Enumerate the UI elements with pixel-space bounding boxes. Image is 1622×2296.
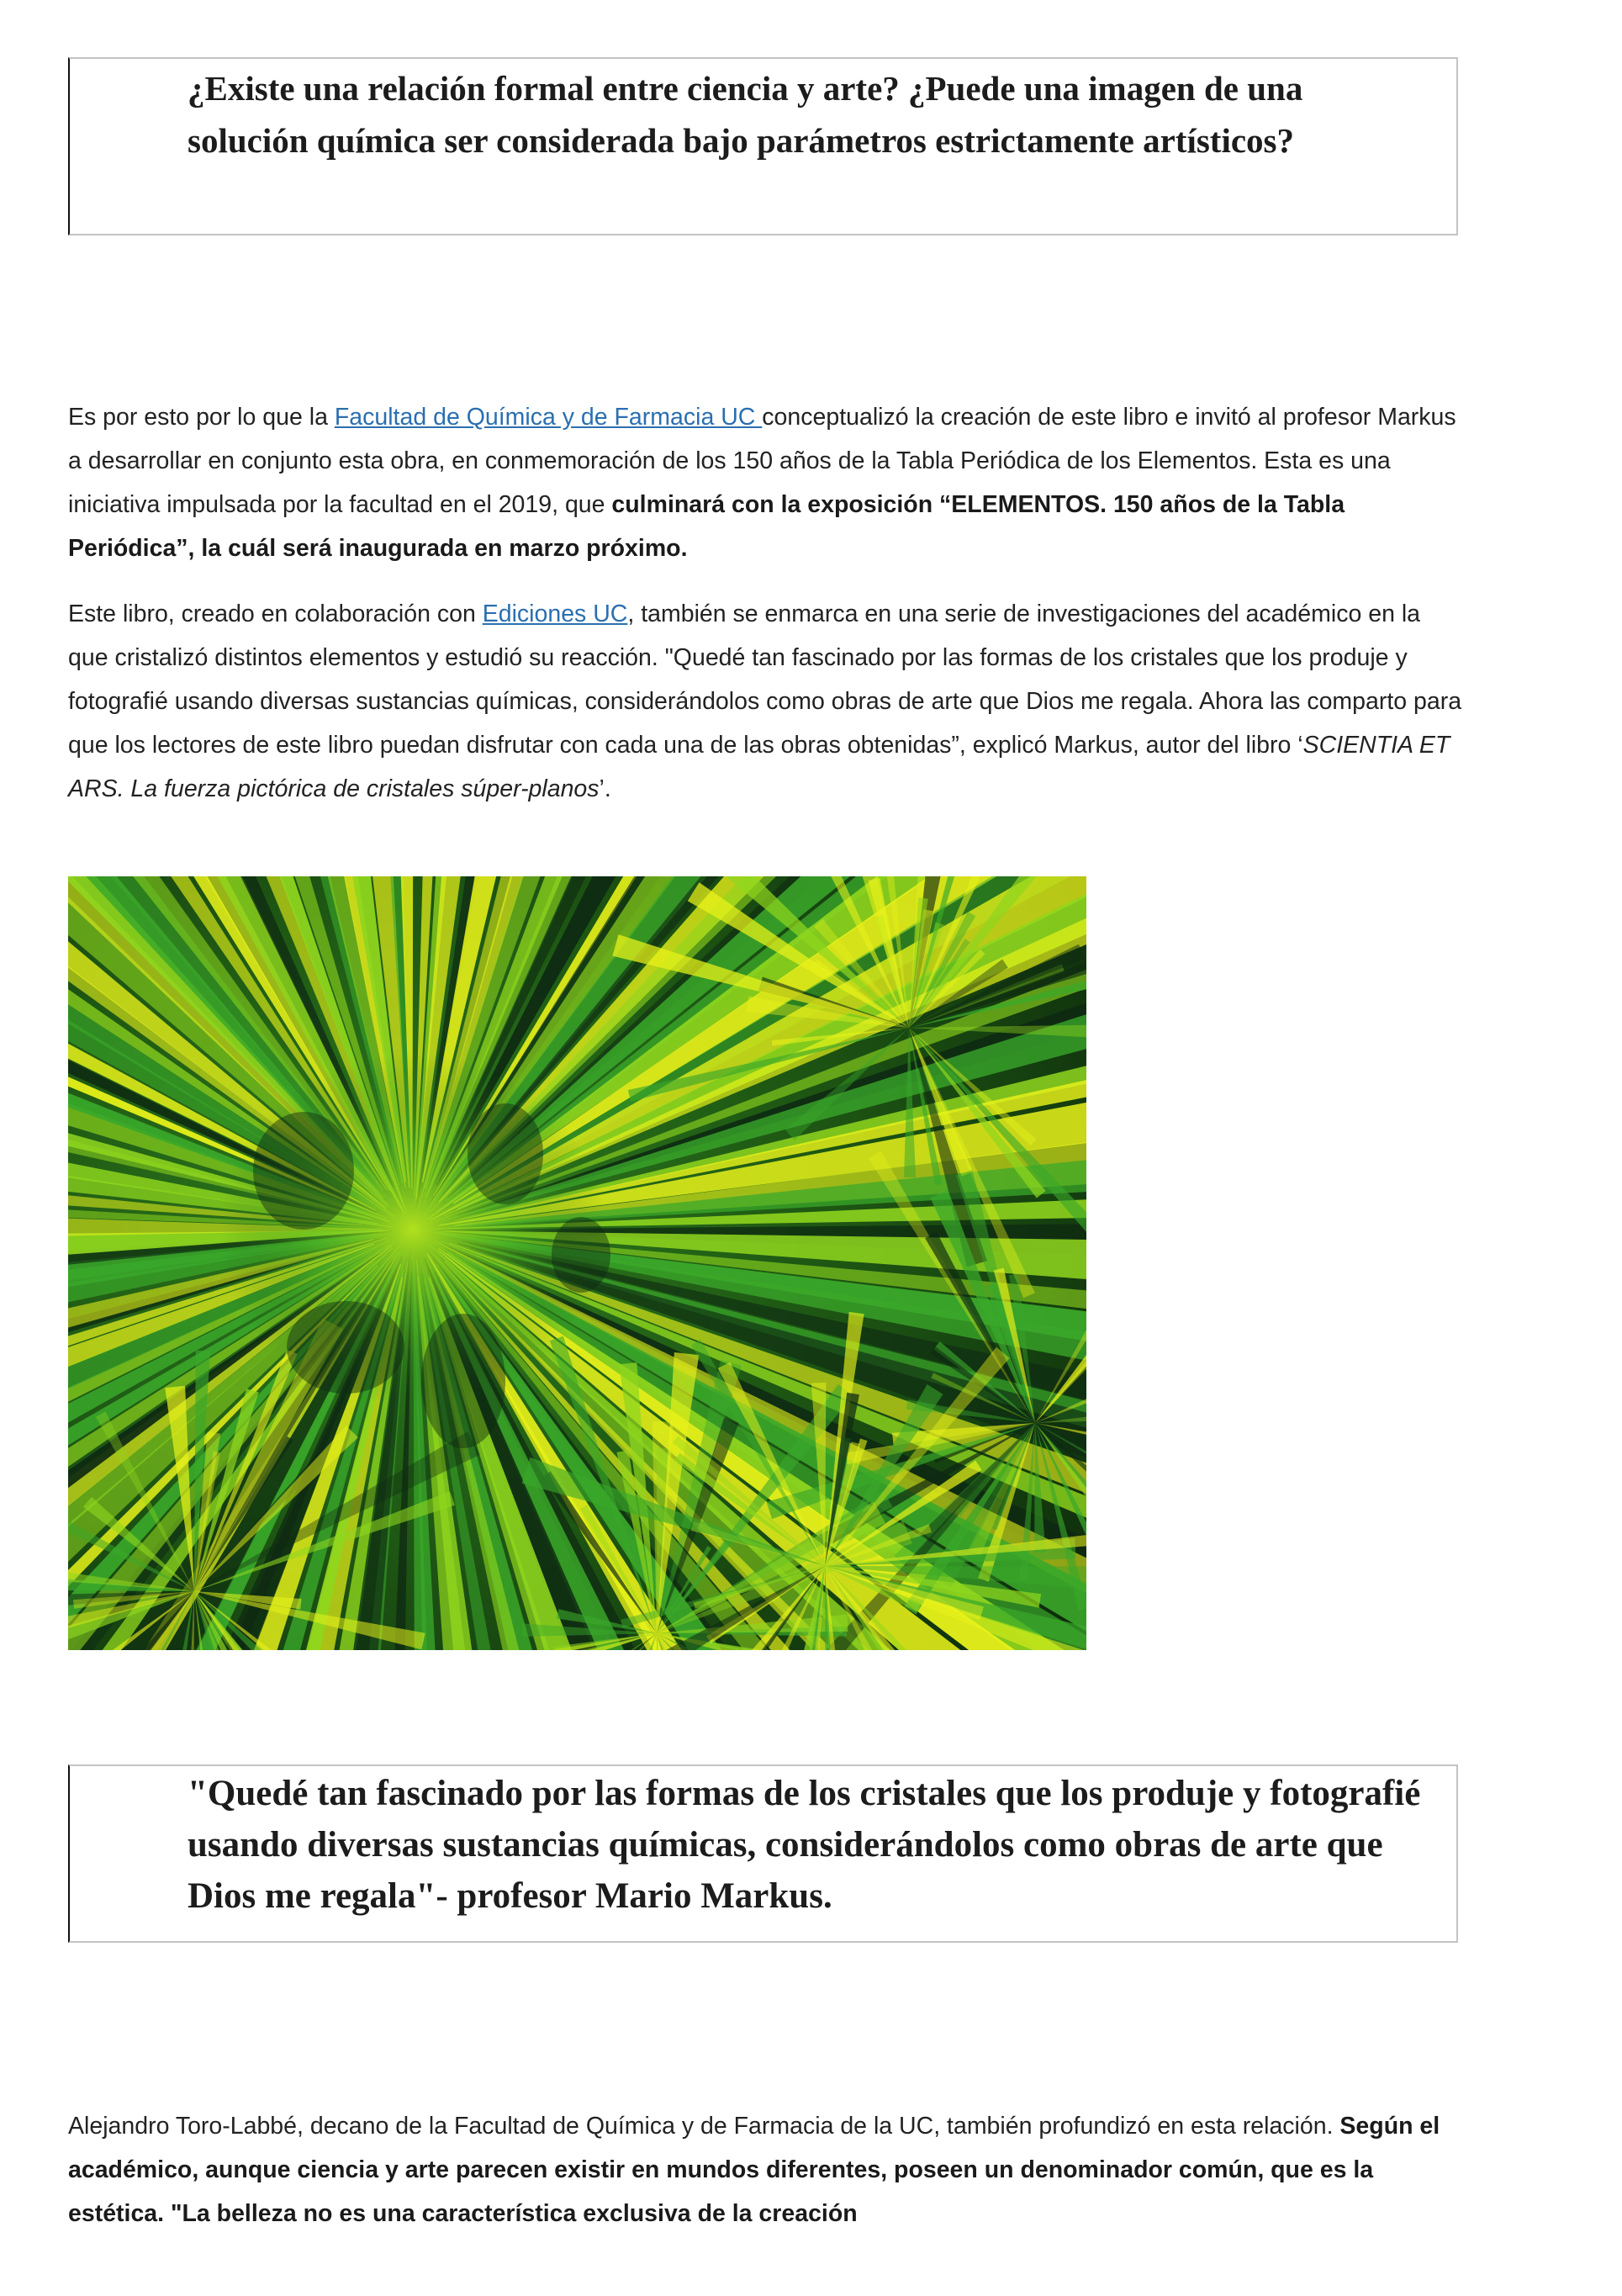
crystal-dark-spot: [421, 1314, 505, 1448]
pull-quote-science-art: [68, 57, 1458, 235]
paragraph-text: , también se enmarca en una serie de investigaciones del académico en la que cristalizó distintos elementos y estudió su reacción. "Quedé tan fascinado por las formas de los cristales que los produje y fotografié usando diversas sustancias químicas, considerándolos como obras de arte que Dios me regala. Ahora las comparto para que los lectores de este libro puedan disfrutar con cada una de las obras obtenidas”, explicó Markus, autor del libro ‘: [68, 600, 1462, 759]
paragraph-book-creation: [68, 395, 1464, 570]
crystal-center-glow: [219, 1053, 606, 1406]
paragraph-bold-text: culminará con la exposición “ELEMENTOS. 150 años de la Tabla Periódica”, la cuál será inaugurada en marzo próximo.: [68, 491, 1345, 562]
paragraph-dean-statement: [68, 2104, 1464, 2235]
crystal-photograph: [68, 876, 1086, 1650]
pull-quote-markus: [68, 1764, 1458, 1943]
paragraph-text: Este libro, creado en colaboración con: [68, 600, 483, 627]
pull-quote-text: "Quedé tan fascinado por las formas de los cristales que los produje y fotografié usando diversas sustancias químicas, considerándolos como obras de arte que Dios me regala"- profesor Mario Markus.: [188, 1774, 1421, 1916]
crystal-dark-spot: [287, 1301, 404, 1394]
paragraph-text: Es por esto por lo que la: [68, 404, 335, 431]
link-ediciones-uc[interactable]: Ediciones UC: [482, 600, 628, 627]
paragraph-text: ’.: [599, 775, 611, 802]
paragraph-bold-text: Según el académico, aunque ciencia y arte parecen existir en mundos diferentes, poseen un denominador común, que es la estética. "La belleza no es una característica exclusiva de la creación: [68, 2113, 1440, 2227]
paragraph-text: conceptualizó la creación de este libro e invitó al profesor Markus a desarrollar en conjunto esta obra, en conmemoración de los 150 años de la Tabla Periódica de los Elementos. Esta es una iniciativa impulsada por la facultad en el 2019, que: [68, 404, 1456, 518]
paragraph-book-collaboration: [68, 592, 1464, 811]
crystal-dark-spot: [552, 1217, 610, 1293]
paragraph-text: Alejandro Toro-Labbé, decano de la Facultad de Química y de Farmacia de la UC, también profundizó en esta relación.: [68, 2113, 1340, 2140]
crystal-dark-spot: [468, 1103, 543, 1204]
pull-quote-text: ¿Existe una relación formal entre ciencia y arte? ¿Puede una imagen de una solución química ser considerada bajo parámetros estrictamente artísticos?: [188, 69, 1303, 160]
book-title: SCIENTIA ET ARS. La fuerza pictórica de cristales súper-planos: [68, 732, 1450, 802]
link-facultad-quimica-farmacia[interactable]: Facultad de Química y de Farmacia UC: [334, 404, 763, 431]
crystal-dark-spot: [253, 1112, 354, 1230]
